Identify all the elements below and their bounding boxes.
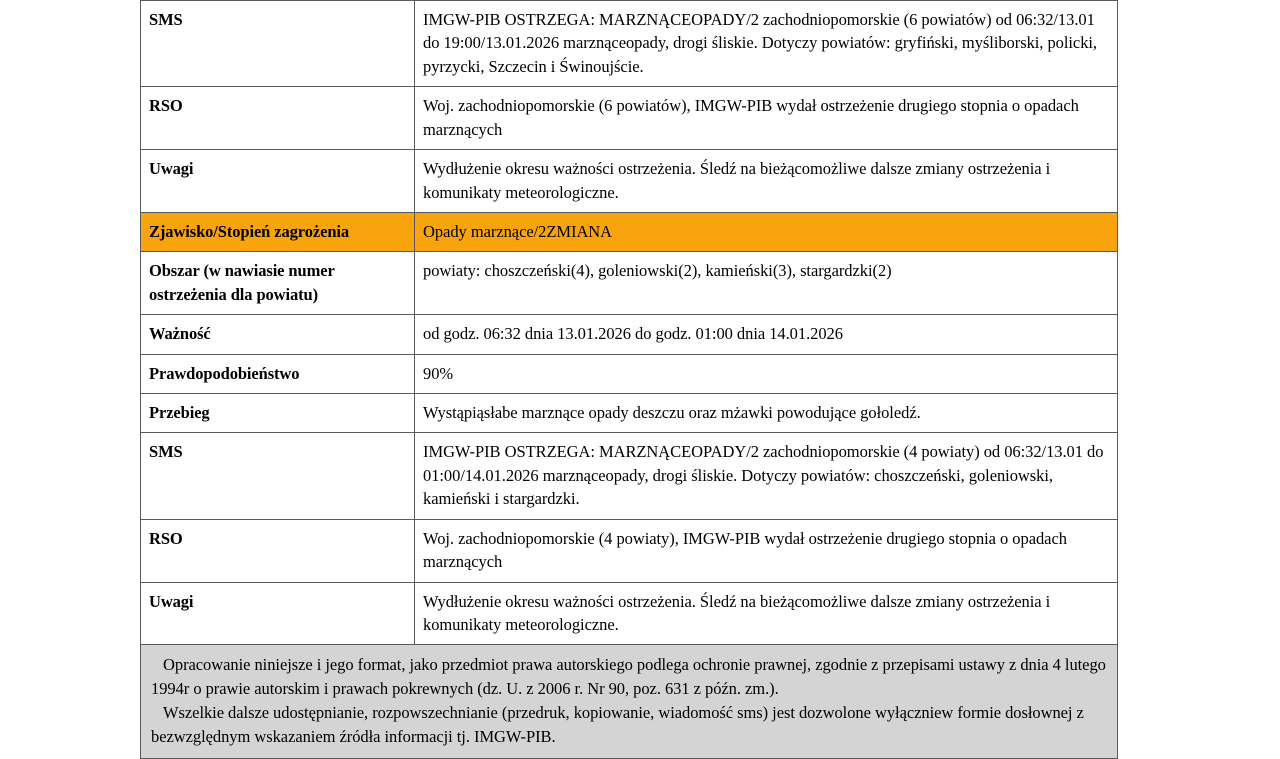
warning-table-body (141, 1, 1118, 645)
row-value-cell: od godz. 06:32 dnia 13.01.2026 do godz. 01:00 dnia 14.01.2026 (415, 315, 1118, 354)
copyright-paragraph-1: Opracowanie niniejsze i jego format, jako przedmiot prawa autorskiego podlega ochronie prawnej, zgodnie z przepisami ustawy z dnia 4 lutego 1994r o prawie autorskim i prawach pokrewnych (dz. U. z 2006 r. Nr 90, poz. 631 z późn. zm.). (151, 655, 1106, 699)
row-label-cell: Zjawisko/Stopień zagrożenia (141, 212, 415, 251)
row-label-cell: Obszar (w nawiasie numer ostrzeżenia dla powiatu) (141, 252, 415, 315)
row-value-cell: powiaty: choszczeński(4), goleniowski(2), kamieński(3), stargardzki(2) (415, 252, 1118, 315)
row-label-cell: SMS (141, 1, 415, 87)
row-label-cell: Uwagi (141, 150, 415, 213)
row-label-cell: RSO (141, 87, 415, 150)
row-label-cell: Prawdopodobieństwo (141, 354, 415, 393)
table-row (141, 87, 1118, 150)
row-value-cell: Opady marznące/2ZMIANA (415, 212, 1118, 251)
row-value-cell: 90% (415, 354, 1118, 393)
table-row (141, 394, 1118, 433)
table-row (141, 252, 1118, 315)
document-root (140, 0, 1118, 759)
table-row (141, 519, 1118, 582)
copyright-paragraph-2: Wszelkie dalsze udostępnianie, rozpowszechnianie (przedruk, kopiowanie, wiadomość sms) jest dozwolone wyłączniew formie dosłownej z bezwzględnym wskazaniem źródła informacji tj. IMGW-PIB. (151, 703, 1084, 747)
row-value-cell: Wystąpiąsłabe marznące opady deszczu oraz mżawki powodujące gołoledź. (415, 394, 1118, 433)
row-value-cell: IMGW-PIB OSTRZEGA: MARZNĄCEOPADY/2 zachodniopomorskie (6 powiatów) od 06:32/13.01 do 19:00/13.01.2026 marznąceopady, drogi śliskie. Dotyczy powiatów: gryfiński, myśliborski, policki, pyrzycki, Szczecin i Świnoujście. (415, 1, 1118, 87)
row-value-cell: IMGW-PIB OSTRZEGA: MARZNĄCEOPADY/2 zachodniopomorskie (4 powiaty) od 06:32/13.01 do 01:00/14.01.2026 marznąceopady, drogi śliskie. Dotyczy powiatów: choszczeński, goleniowski, kamieński i stargardzki. (415, 433, 1118, 519)
row-value-cell: Wydłużenie okresu ważności ostrzeżenia. Śledź na bieżącomożliwe dalsze zmiany ostrzeżenia i komunikaty meteorologiczne. (415, 150, 1118, 213)
table-row (141, 433, 1118, 519)
row-label-cell: Przebieg (141, 394, 415, 433)
table-row (141, 212, 1118, 251)
table-row (141, 1, 1118, 87)
table-row (141, 354, 1118, 393)
row-label-cell: Uwagi (141, 582, 415, 645)
row-value-cell: Woj. zachodniopomorskie (4 powiaty), IMGW-PIB wydał ostrzeżenie drugiego stopnia o opadach marznących (415, 519, 1118, 582)
row-value-cell: Woj. zachodniopomorskie (6 powiatów), IMGW-PIB wydał ostrzeżenie drugiego stopnia o opadach marznących (415, 87, 1118, 150)
warning-details-table (140, 0, 1118, 645)
copyright-footer (140, 645, 1118, 759)
table-row (141, 150, 1118, 213)
table-row (141, 315, 1118, 354)
table-row (141, 582, 1118, 645)
row-label-cell: Ważność (141, 315, 415, 354)
row-label-cell: RSO (141, 519, 415, 582)
row-label-cell: SMS (141, 433, 415, 519)
row-value-cell: Wydłużenie okresu ważności ostrzeżenia. Śledź na bieżącomożliwe dalsze zmiany ostrzeżenia i komunikaty meteorologiczne. (415, 582, 1118, 645)
